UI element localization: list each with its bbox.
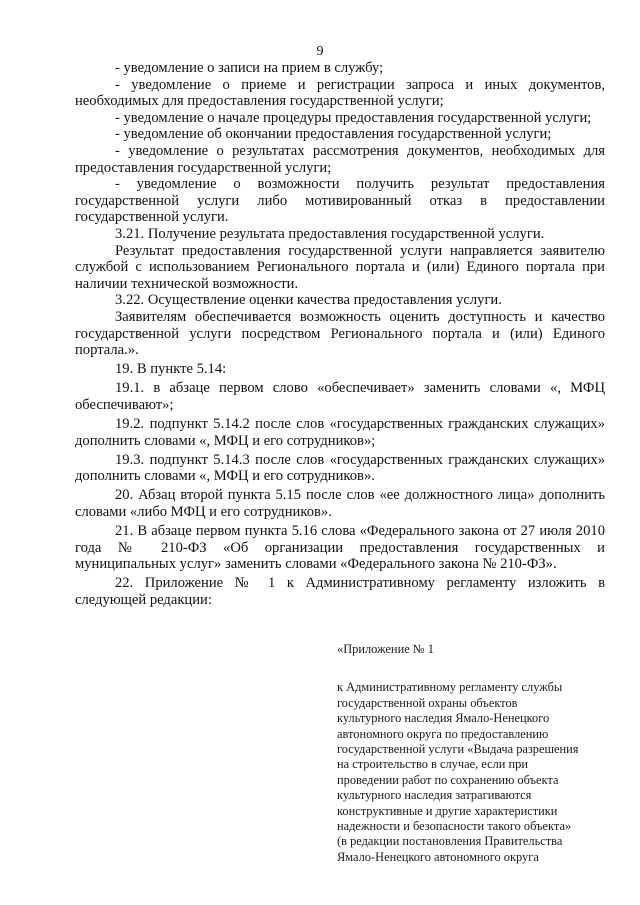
- paragraph: - уведомление об окончании предоставления государственной услуги;: [115, 126, 552, 143]
- appendix-line: надежности и безопасности такого объекта»: [337, 819, 572, 834]
- paragraph: - уведомление о приеме и регистрации запроса и иных документов, необходимых для предоставления государственной услуги;: [75, 76, 605, 110]
- appendix-line: проведении работ по сохранению объекта: [337, 772, 559, 787]
- paragraph: - уведомление о записи на прием в службу;: [115, 60, 384, 76]
- paragraph: - уведомление о результатах рассмотрения документов, необходимых для предоставления государственной услуги;: [75, 142, 605, 176]
- section-heading: 3.22. Осуществление оценки качества предоставления услуги.: [115, 292, 502, 309]
- paragraph: - уведомление о возможности получить результат предоставления государственной услуги либо мотивированный отказ в предоставлении государственной услуги.: [75, 176, 605, 226]
- paragraph: Заявителям обеспечивается возможность оценить доступность и качество государственной услуги посредством Регионального портала и (или) Единого портала.».: [75, 308, 605, 359]
- appendix-line: Ямало-Ненецкого автономного округа: [337, 849, 539, 864]
- paragraph: 19.3. подпункт 5.14.3 после слов «государственных гражданских служащих» дополнить словами «, МФЦ и его сотрудников».: [75, 451, 605, 485]
- appendix-line: на строительство в случае, если при: [337, 757, 528, 772]
- paragraph: Результат предоставления государственной услуги направляется заявителю службой с использованием Регионального портала и (или) Единого портала при наличии технической возможности.: [75, 242, 605, 292]
- appendix-line: культурного наследия Ямало-Ненецкого: [337, 711, 550, 726]
- appendix-line: государственной услуги «Выдача разрешения: [337, 742, 579, 757]
- paragraph: - уведомление о начале процедуры предоставления государственной услуги;: [115, 109, 592, 126]
- appendix-line: к Административному регламенту службы: [337, 680, 563, 695]
- appendix-header: [337, 642, 609, 865]
- appendix-line: культурного наследия затрагиваются: [337, 788, 532, 803]
- paragraph: 20. Абзац второй пункта 5.15 после слов «ее должностного лица» дополнить словами «либо МФЦ и его сотрудников».: [75, 487, 605, 520]
- paragraph: 22. Приложение № 1 к Административному регламенту изложить в следующей редакции:: [75, 575, 605, 608]
- paragraph: 19. В пункте 5.14:: [115, 361, 227, 378]
- paragraph: 21. В абзаце первом пункта 5.16 слова «Федерального закона от 27 июля 2010 года № 210-ФЗ «Об организации предоставления государственных и муниципальных услуг» заменить словами «Федерального закона № 210-ФЗ».: [75, 523, 605, 573]
- appendix-line: конструктивные и другие характеристики: [337, 803, 558, 818]
- appendix-line: государственной охраны объектов: [337, 695, 518, 710]
- appendix-title: «Приложение № 1: [337, 642, 434, 656]
- body-text: [75, 60, 605, 609]
- paragraph: 19.2. подпункт 5.14.2 после слов «государственных гражданских служащих» дополнить словами «, МФЦ и его сотрудников»;: [75, 415, 605, 449]
- appendix-line: (в редакции постановления Правительства: [337, 834, 563, 849]
- paragraph: 19.1. в абзаце первом слово «обеспечивает» заменить словами «, МФЦ обеспечивают»;: [75, 380, 605, 413]
- section-heading: 3.21. Получение результата предоставления государственной услуги.: [115, 225, 545, 242]
- page-number: 9: [316, 44, 324, 59]
- appendix-line: автономного округа по предоставлению: [337, 726, 549, 741]
